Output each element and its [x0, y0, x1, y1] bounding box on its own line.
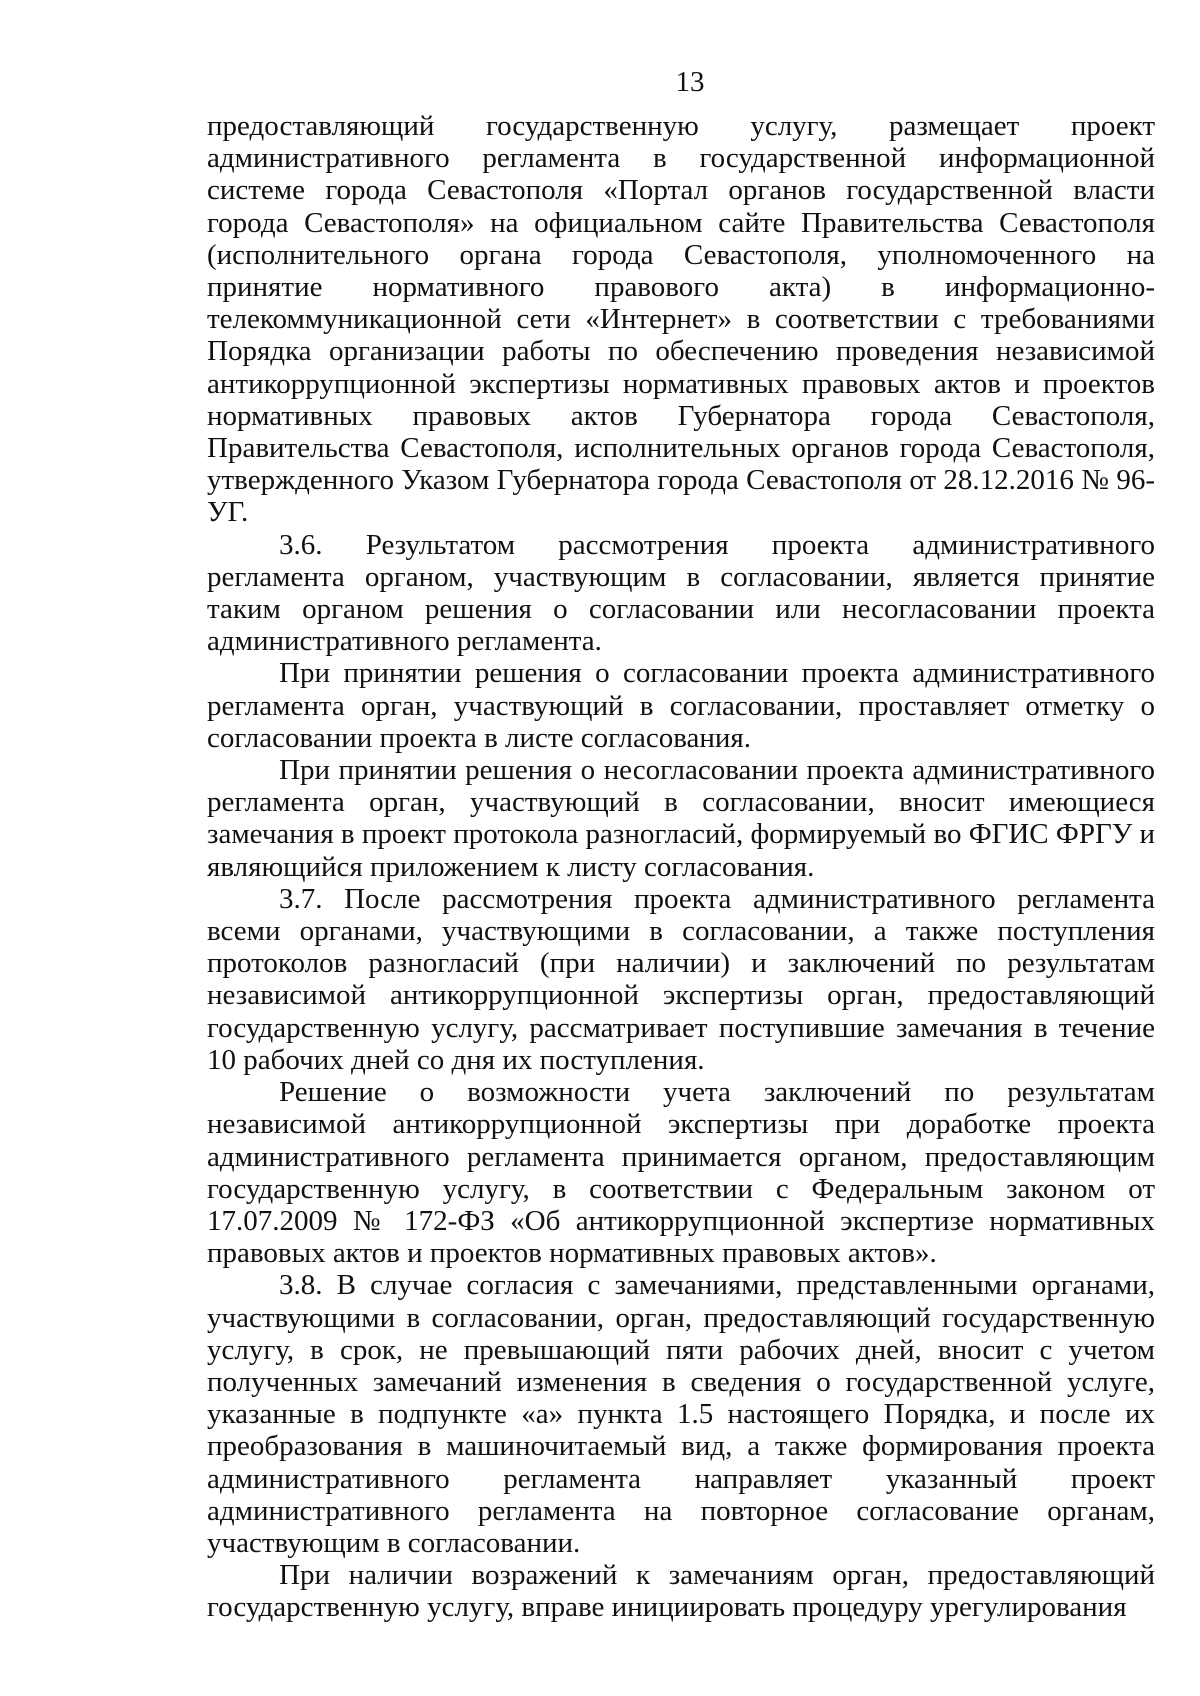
- paragraph-3-7: 3.7. После рассмотрения проекта административного регламента всеми органами, участвующими в согласовании, а также поступления протоколов разногласий (при наличии) и заключений по результатам независимой антикоррупционной экспертизы орган, предоставляющий государственную услугу, рассматривает поступившие замечания в течение 10 рабочих дней со дня их поступления.: [207, 882, 1155, 1076]
- paragraph-3-6: 3.6. Результатом рассмотрения проекта административного регламента органом, участвующим в согласовании, является принятие таким органом решения о согласовании или несогласовании проекта административного регламента.: [207, 528, 1155, 658]
- document-body: [207, 110, 1155, 1624]
- paragraph-disapproval: При принятии решения о несогласовании проекта административного регламента орган, участвующий в согласовании, вносит имеющиеся замечания в проект протокола разногласий, формируемый во ФГИС ФРГУ и являющийся приложением к листу согласования.: [207, 754, 1156, 883]
- page-number: 13: [675, 66, 705, 98]
- paragraph-3-8: 3.8. В случае согласия с замечаниями, представленными органами, участвующими в согласовании, орган, предоставляющий государственную услугу, в срок, не превышающий пяти рабочих дней, вносит с учетом полученных замечаний изменения в сведения о государственной услуге, указанные в подпункте «а» пункта 1.5 настоящего Порядка, и после их преобразования в машиночитаемый вид, а также формирования проекта административного регламента направляет указанный проект административного регламента на повторное согласование органам, участвующим в согласовании.: [207, 1269, 1155, 1559]
- paragraph-expertise-decision: Решение о возможности учета заключений по результатам независимой антикоррупционной экспертизы при доработке проекта административного регламента принимается органом, предоставляющим государственную услугу, в соответствии с Федеральным законом от 17.07.2009 № 172-ФЗ «Об антикоррупционной экспертизе нормативных правовых актов и проектов нормативных правовых актов».: [207, 1076, 1155, 1270]
- paragraph-objections: При наличии возражений к замечаниям орган, предоставляющий государственную услугу, вправе инициировать процедуру урегулирования: [207, 1559, 1155, 1624]
- paragraph-continuation: предоставляющий государственную услугу, размещает проект административного регламента в государственной информационной системе города Севастополя «Портал органов государственной власти города Севастополя» на официальном сайте Правительства Севастополя (исполнительного органа города Севастополя, уполномоченного на принятие нормативного правового акта) в информационно-телекоммуникационной сети «Интернет» в соответствии с требованиями Порядка организации работы по обеспечению проведения независимой антикоррупционной экспертизы нормативных правовых актов и проектов нормативных правовых актов Губернатора города Севастополя, Правительства Севастополя, исполнительных органов города Севастополя, утвержденного Указом Губернатора города Севастополя от 28.12.2016 № 96-УГ.: [207, 110, 1155, 529]
- paragraph-approval: При принятии решения о согласовании проекта административного регламента орган, участвующий в согласовании, проставляет отметку о согласовании проекта в листе согласования.: [207, 657, 1155, 754]
